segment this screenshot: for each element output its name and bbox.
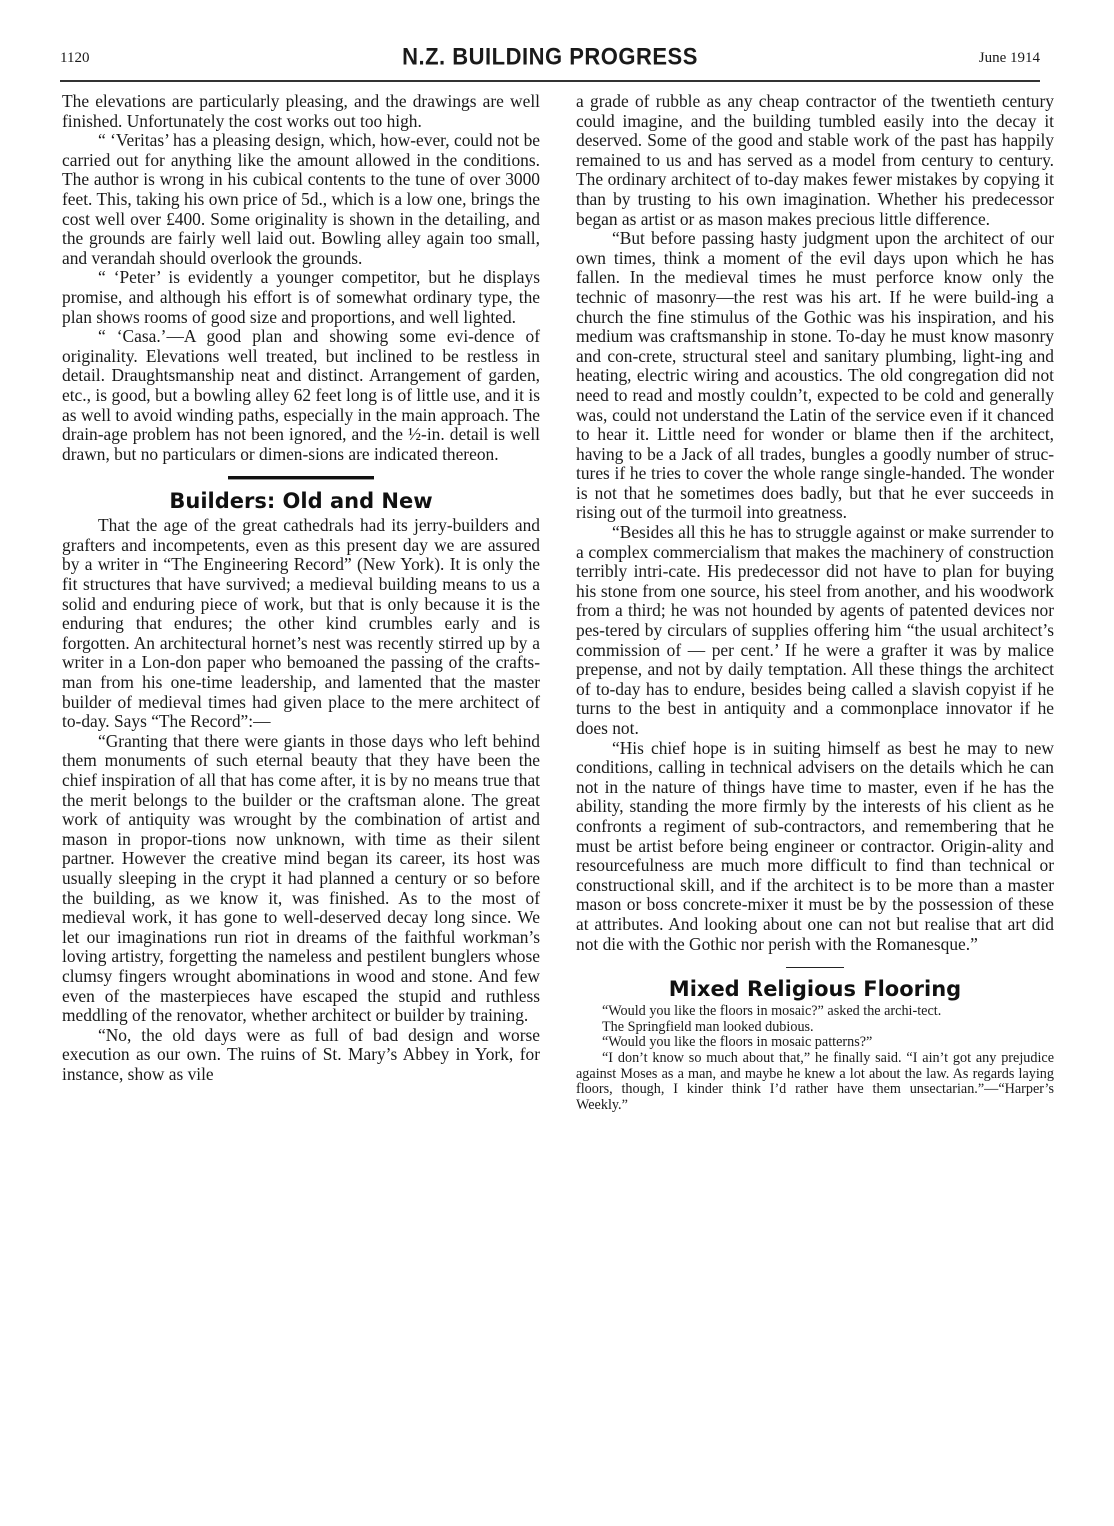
- paragraph: The Springfield man looked dubious.: [602, 1018, 814, 1035]
- page-header: [60, 44, 1040, 72]
- paragraph: “Would you like the floors in mosaic patterns?”: [602, 1034, 873, 1051]
- paragraph: “ ‘Peter’ is evidently a younger competitor, but he displays promise, and although his effort is of somewhat ordinary type, the plan shows rooms of good size and proportions, and well lighted.: [62, 267, 540, 327]
- paragraph: That the age of the great cathedrals had its jerry-builders and grafters and incompetents, even as this present day we are assured by a writer in “The Engineering Record” (New York). It is only the fit structures that have survived; a medieval building means to us a solid and enduring piece of work, but that is only because it is the enduring that endures; the other kind crumbles early and is forgotten. An architectural hornet’s nest was recently stirred up by a writer in a Lon-don paper who bemoaned the passing of the crafts-man from his one-time leadership, and lamented that the master builder of medieval times had given place to the mere architect of to-day. Says “The Record”:—: [62, 515, 540, 732]
- section-divider: [228, 476, 374, 480]
- paragraph: “ ‘Veritas’ has a pleasing design, which, how-ever, could not be carried out for anything like the amount allowed in the conditions. The author is wrong in his cubical contents to the tune of over 3000 feet. This, taking his own price of 5d., which is a low one, brings the cost well over £400. Some originality is shown in the detailing, and the grounds are fairly well laid out. Bowling alley again too small, and verandah should overlook the grounds.: [62, 130, 540, 268]
- publication-title: N.Z. BUILDING PROGRESS: [402, 42, 698, 71]
- article-title-builders: Builders: Old and New: [169, 489, 433, 514]
- paragraph: a grade of rubble as any cheap contractor of the twentieth century could imagine, and the building tumbled easily into the decay it deserved. Some of the good and stable work of the past has happily remained to us and has served as a model from century to century. The ordinary architect of to-day makes fewer mistakes by copying it than by trusting to his own imagination. Whether his predecessor began as artist or as mason makes precious little difference.: [576, 91, 1054, 229]
- paragraph: “No, the old days were as full of bad design and worse execution as our own. The ruins of St. Mary’s Abbey in York, for instance, show as vile: [62, 1024, 540, 1084]
- paragraph: “Would you like the floors in mosaic?” asked the archi-tect.: [602, 1003, 942, 1020]
- paragraph: The elevations are particularly pleasing, and the drawings are well finished. Unfortunately the cost works out too high.: [62, 91, 540, 131]
- paragraph: “His chief hope is in suiting himself as best he may to new conditions, calling in technical advisers on the details which he can not in the nature of things have time to master, even if he has the ability, standing the more firmly by the interests of his client as he confronts a regiment of sub-contractors, and remembering that he must be artist before being engineer or contractor. Origin-ality and resourcefulness are much more difficult to find than technical or constructional skill, and if the architect is to be more than a master mason or boss concrete-mixer it must be by the possession of these at attributes. And looking about one can not but realise that art did not die with the Gothic nor perish with the Romanesque.”: [576, 737, 1054, 954]
- paragraph: “ ‘Casa.’—A good plan and showing some evi-dence of originality. Elevations well treated, but inclined to be restless in detail. Draughtsmanship neat and distinct. Arrangement of garden, etc., is good, but a bowling alley 62 feet long is of little use, and it is as well to avoid winding paths, especially in the main approach. The drain-age problem has not been ignored, and the ½-in. detail is well drawn, but no particulars or dimen-sions are indicated thereon.: [62, 326, 540, 464]
- flooring-article-body: [576, 1004, 1054, 1113]
- paragraph: “But before passing hasty judgment upon the architect of our own times, think a moment of the evil days upon which he has fallen. In the medieval times he must perforce know only the technic of masonry—the rest was his art. If he were build-ing a church the fine stimulus of the Gothic was his inspiration, and his medium was craftsmanship in stone. To-day he must know masonry and con-crete, structural steel and sanitary plumbing, light-ing and heating, electric wiring and acoustics. The old congregation did not need to read and mostly couldn’t, expected to be cold and generally was, could not understand the Latin of the service even if it chanced to hear it. Little need for wonder or blame then if the architect, having to be a Jack of all trades, bungles a goodly number of struc-tures if he tries to cover the whole range single-handed. The wonder is not that he sometimes does badly, but that he ever succeeds in rising out of the turmoil into greatness.: [576, 228, 1054, 523]
- left-column: [62, 92, 540, 1085]
- section-divider: [786, 967, 844, 968]
- right-column: [576, 92, 1054, 1113]
- issue-date: June 1914: [978, 50, 1040, 66]
- article-title-flooring: Mixed Religious Flooring: [668, 977, 962, 1002]
- paragraph: “Granting that there were giants in those days who left behind them monuments of such eternal beauty that they have been the chief inspiration of all that has come after, it is by no means true that the merit belongs to the builder or the craftsman alone. The great work of antiquity was wrought by the combination of artist and mason in propor-tions now unknown, with time as their silent partner. However the creative mind began its career, its host was usually sleeping in the crypt it had planned a century or so before the building, as we know it, was finished. As to the most of medieval work, it has gone to well-deserved decay long since. We let our imaginations run riot in dreams of the faithful workman’s loving artistry, forgetting the nameless and pestilent bunglers whose clumsy fingers wrought abominations in wood and stone. And few even of the masterpieces have escaped the stupid and ruthless meddling of the renovator, whether architect or builder by training.: [62, 730, 540, 1026]
- header-rule: [60, 80, 1040, 82]
- paragraph: “I don’t know so much about that,” he finally said. “I ain’t got any prejudice against Moses as a man, and maybe he knew a lot about the law. As regards laying floors, though, I kinder think I’d rather have them unsectarian.”—“Harper’s Weekly.”: [576, 1049, 1054, 1113]
- paragraph: “Besides all this he has to struggle against or make surrender to a complex commercialism that makes the machinery of construction terribly intri-cate. His predecessor did not have to plan for buying his stone from one source, his steel from another, and his woodwork from a third; he was not hounded by agents of patented devices nor pes-tered by circulars of supplies offering him “the usual architect’s commission of — per cent.’ If he were a grafter it was by malice prepense, and not by daily temptation. All these things the architect of to-day has to endure, besides being called a slavish copyist if he turns to the best in antiquity and a commonplace innovator if he does not.: [576, 522, 1054, 738]
- page-number: 1120: [60, 50, 90, 66]
